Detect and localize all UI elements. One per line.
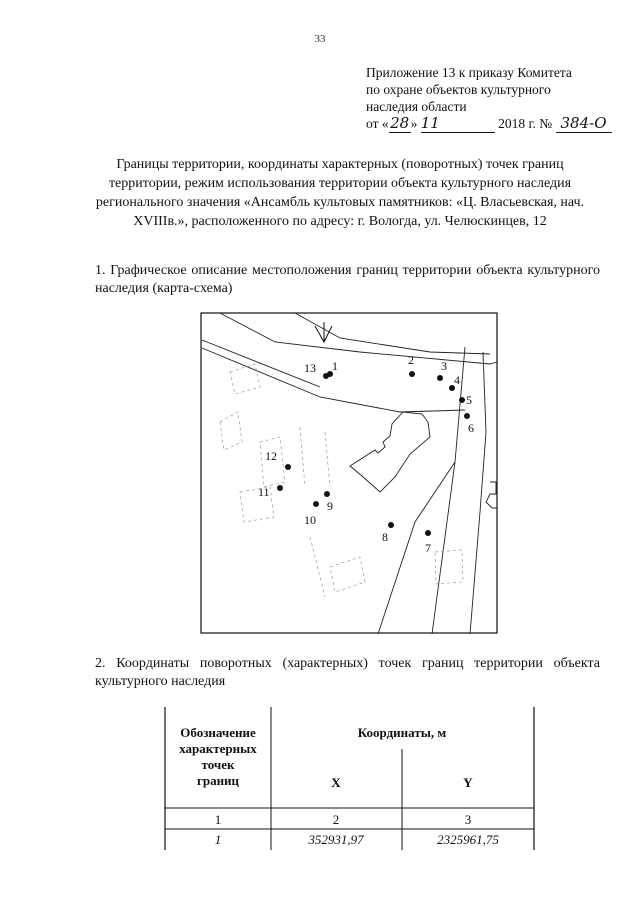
- header-designation-line-2: характерных: [179, 741, 257, 756]
- row-point: 1: [214, 832, 222, 847]
- col-number-2: 2: [332, 812, 340, 827]
- page-number: 33: [314, 33, 326, 45]
- appendix-line-1: Приложение 13 к приказу Комитета: [366, 65, 572, 80]
- boundary-point-8: [388, 522, 394, 528]
- date-day: 28: [390, 114, 410, 132]
- point-label-10: 10: [304, 513, 316, 527]
- appendix-date-line: [366, 115, 612, 133]
- appendix-header: [366, 64, 612, 133]
- boundary-point-5: [459, 397, 465, 403]
- coordinates-table: [162, 705, 536, 850]
- header-designation-line-3: точек: [201, 757, 235, 772]
- boundary-point-3: [437, 375, 443, 381]
- map-frame: [201, 313, 497, 633]
- point-label-6: 6: [468, 421, 474, 435]
- point-label-11: 11: [258, 485, 270, 499]
- map-scheme: [200, 312, 498, 634]
- point-label-5: 5: [466, 393, 472, 407]
- header-designation-line-4: границ: [196, 773, 240, 788]
- col-number-1: 1: [214, 812, 222, 827]
- boundary-point-6: [464, 413, 470, 419]
- boundary-point-11: [277, 485, 283, 491]
- point-label-2: 2: [408, 353, 414, 367]
- point-label-12: 12: [265, 449, 277, 463]
- date-year: 2018 г. №: [498, 116, 553, 131]
- point-label-1: 1: [332, 359, 338, 373]
- date-prefix: от «: [366, 116, 389, 131]
- point-label-8: 8: [382, 530, 388, 544]
- point-label-9: 9: [327, 499, 333, 513]
- header-coordinates: Координаты, м: [357, 725, 447, 740]
- boundary-point-7: [425, 530, 431, 536]
- date-quote: »: [410, 116, 418, 131]
- table-row: [215, 832, 500, 847]
- boundary-point-12: [285, 464, 291, 470]
- col-number-3: 3: [464, 812, 472, 827]
- section-1-heading: 1. Графическое описание местоположения границ территории объекта культурного наследия (карта-схема): [95, 263, 600, 296]
- point-label-7: 7: [425, 541, 431, 555]
- boundary-point-9: [324, 491, 330, 497]
- row-y: 2325961,75: [437, 832, 499, 847]
- header-designation-line-1: Обозначение: [180, 725, 256, 740]
- appendix-line-2: по охране объектов культурного: [366, 82, 551, 97]
- boundary-point-13: [323, 373, 329, 379]
- date-month: 11: [421, 115, 495, 133]
- boundary-point-2: [409, 371, 415, 377]
- document-title: Границы территории, координаты характерных (поворотных) точек границ территории, режим использования территории объекта культурного наследия регионального значения «Ансамбль культовых памятников: «Ц. Власьевская, нач. XVIIIв.», расположенного по адресу: г. Вологда, ул. Челюскинцев, 12: [95, 157, 585, 229]
- section-2-heading: 2. Координаты поворотных (характерных) точек границ территории объекта культурного наследия: [95, 656, 600, 689]
- row-x: 352931,97: [308, 832, 364, 847]
- document-number: 384-О: [556, 115, 612, 133]
- point-label-4: 4: [454, 373, 460, 387]
- point-label-3: 3: [441, 359, 447, 373]
- header-y: Y: [463, 775, 473, 790]
- boundary-point-10: [313, 501, 319, 507]
- point-label-13: 13: [304, 361, 316, 375]
- appendix-line-3: наследия области: [366, 99, 467, 114]
- header-x: X: [331, 775, 341, 790]
